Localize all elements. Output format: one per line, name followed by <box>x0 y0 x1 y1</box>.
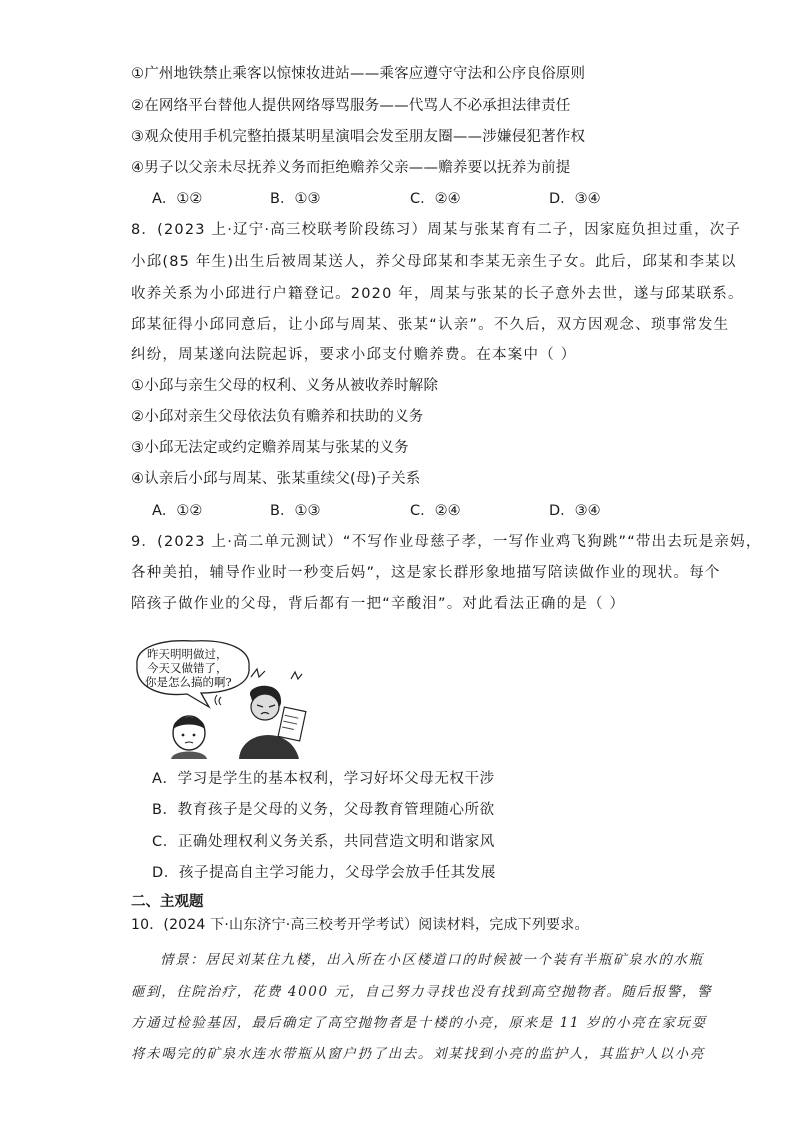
q9-choice-d[interactable]: D．孩子提高自主学习能力，父母学会放手任其发展 <box>152 865 496 881</box>
q9-stem-line-2: 各种美拍，辅导作业时一秒变后妈”，这是家长群形象地描写陪读做作业的现状。每个 <box>131 565 721 581</box>
q7-option-d[interactable]: D．③④ <box>549 191 601 207</box>
q7-option-c[interactable]: C．②④ <box>410 191 461 207</box>
q8-option-b[interactable]: B．①③ <box>270 503 321 519</box>
q10-header: 10．(2024 下·山东济宁·高三校考开学考试）阅读材料，完成下列要求。 <box>131 917 589 933</box>
parent-figure <box>239 686 306 759</box>
q7-item-1: ①广州地铁禁止乘客以惊悚妆进站——乘客应遵守守法和公序良俗原则 <box>131 66 586 82</box>
q8-stem-line-3: 收养关系为小邱进行户籍登记。2020 年，周某与张某的长子意外去世，遂与邱某联系。 <box>131 286 744 302</box>
q8-stem-line-2: 小邱(85 年生)出生后被周某送人，养父母邱某和李某无亲生子女。此后，邱某和李某以 <box>131 254 737 270</box>
bubble-line-2: 今天又做错了， <box>147 661 228 675</box>
q10-material-line-4: 将未喝完的矿泉水连水带瓶从窗户扔了出去。刘某找到小亮的监护人，其监护人以小亮 <box>131 1046 705 1062</box>
q8-stem-line-5: 纠纷，周某遂向法院起诉，要求小邱支付赡养费。在本案中（ ） <box>131 347 577 363</box>
parent-scolding-cartoon <box>131 637 311 759</box>
q7-item-3: ③观众使用手机完整拍摄某明星演唱会发至朋友圈——涉嫌侵犯著作权 <box>131 129 586 145</box>
q8-option-d[interactable]: D．③④ <box>549 503 601 519</box>
q8-item-2: ②小邱对亲生父母依法负有赡养和扶助的义务 <box>131 409 424 425</box>
q7-option-b[interactable]: B．①③ <box>270 191 321 207</box>
q7-option-a[interactable]: A．①② <box>152 191 203 207</box>
q9-choice-c[interactable]: C．正确处理权利义务关系，共同营造文明和谐家风 <box>152 834 495 850</box>
q9-stem-line-1: 9．(2023 上·高二单元测试）“不写作业母慈子孝，一写作业鸡飞狗跳”“带出去玩是亲妈， <box>131 534 762 550</box>
q10-material-line-3: 方通过检验基因，最后确定了高空抛物者是十楼的小亮，原来是 11 岁的小亮在家玩耍 <box>131 1015 707 1031</box>
section-title: 二、主观题 <box>131 894 204 910</box>
q8-item-1: ①小邱与亲生父母的权利、义务从被收养时解除 <box>131 378 439 394</box>
q8-option-c[interactable]: C．②④ <box>410 503 461 519</box>
q9-stem-line-3: 陪孩子做作业的父母，背后都有一把“辛酸泪”。对此看法正确的是（ ） <box>131 596 626 612</box>
bubble-line-3: 你是怎么搞的啊? <box>145 675 232 689</box>
child-figure <box>171 716 207 759</box>
q7-item-4: ④男子以父亲未尽抚养义务而拒绝赡养父亲——赡养要以抚养为前提 <box>131 160 571 176</box>
q8-stem-line-1: 8．(2023 上·辽宁·高三校联考阶段练习）周某与张某育有二子，因家庭负担过重，次子 <box>131 222 742 238</box>
bubble-line-1: 昨天明明做过， <box>147 647 228 661</box>
q10-material-line-2: 砸到，住院治疗，花费 4000 元，自己努力寻找也没有找到高空抛物者。随后报警，警 <box>131 984 713 1000</box>
q8-item-4: ④认亲后小邱与周某、张某重续父(母)子关系 <box>131 471 421 487</box>
q9-choice-a[interactable]: A．学习是学生的基本权利，学习好坏父母无权干涉 <box>152 771 495 787</box>
homework-paper-icon <box>278 707 306 741</box>
q7-item-2: ②在网络平台替他人提供网络辱骂服务——代骂人不必承担法律责任 <box>131 98 571 114</box>
q8-stem-line-4: 邱某征得小邱同意后，让小邱与周某、张某“认亲”。不久后，双方因观念、琐事常发生 <box>131 317 730 333</box>
q9-choice-b[interactable]: B．教育孩子是父母的义务，父母教育管理随心所欲 <box>152 802 495 818</box>
q10-material-line-1: 情景：居民刘某住九楼，出入所在小区楼道口的时候被一个装有半瓶矿泉水的水瓶 <box>160 952 704 968</box>
q8-item-3: ③小邱无法定或约定赡养周某与张某的义务 <box>131 440 409 456</box>
q8-option-a[interactable]: A．①② <box>152 503 203 519</box>
